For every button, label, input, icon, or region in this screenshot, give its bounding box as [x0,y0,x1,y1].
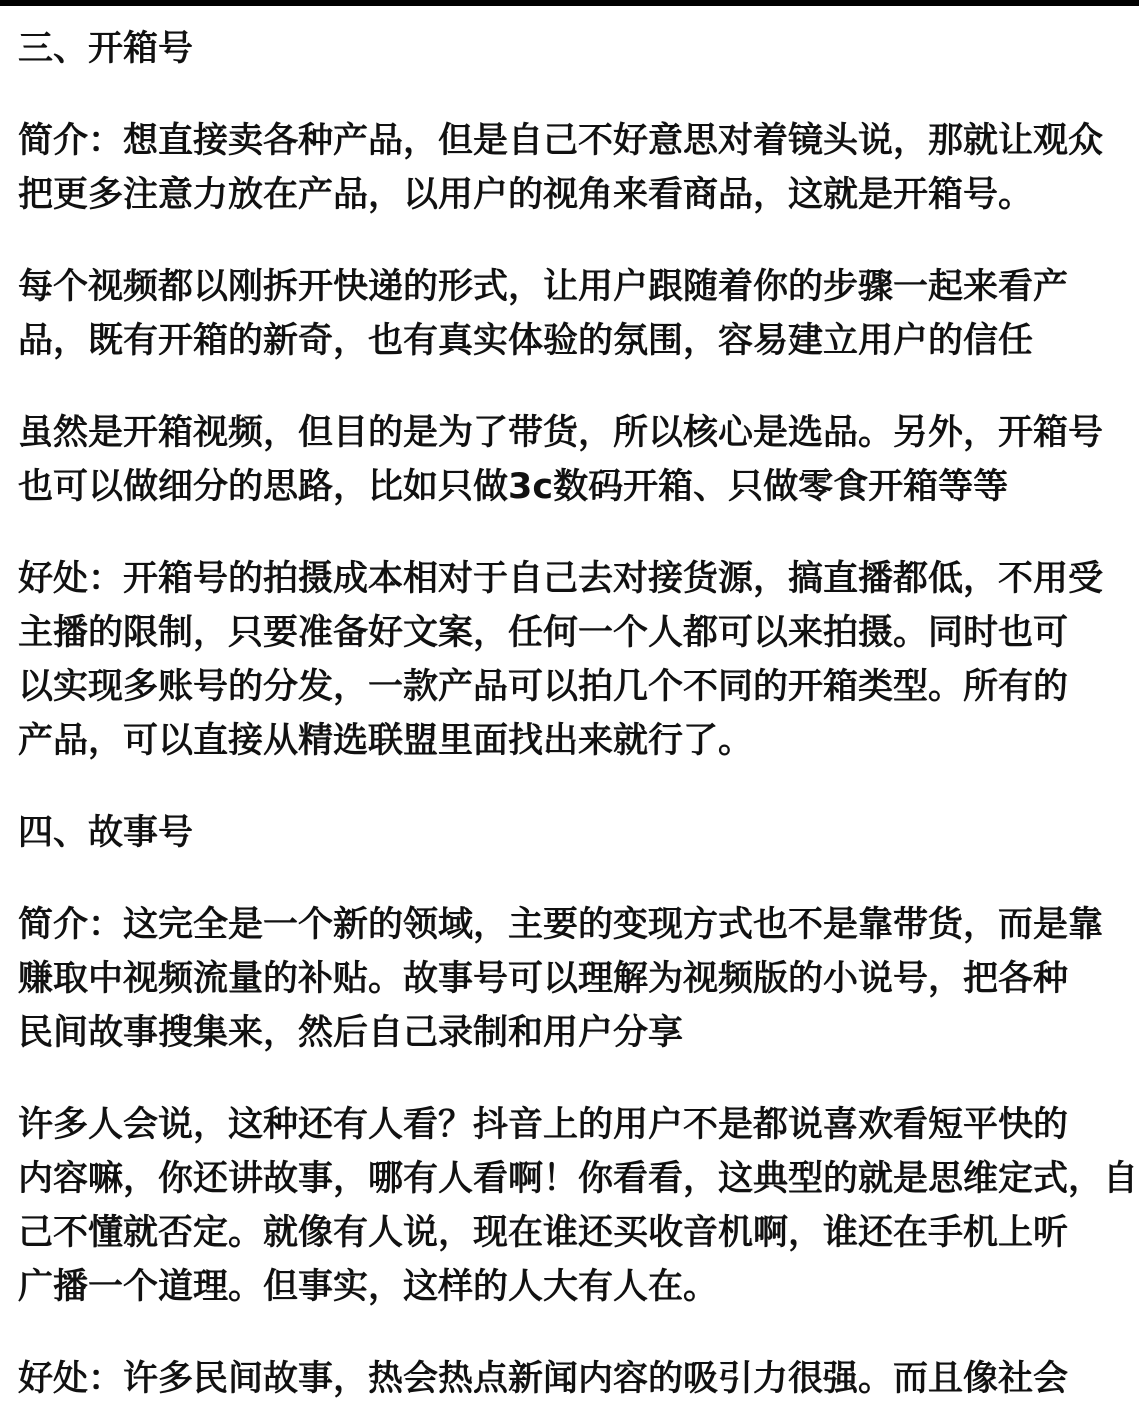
text-line: 产品，可以直接从精选联盟里面找出来就行了。 [18,721,754,761]
text-line: 简介：这完全是一个新的领域，主要的变现方式也不是靠带货，而是靠 [18,905,1104,945]
text-line: 以实现多账号的分发，一款产品可以拍几个不同的开箱类型。所有的 [18,667,1069,707]
section-4-intro [18,898,1139,1060]
text-line: 己不懂就否定。就像有人说，现在谁还买收音机啊，谁还在手机上听 [18,1213,1069,1253]
text-line: 好处：开箱号的拍摄成本相对于自己去对接货源，搞直播都低，不用受 [18,559,1104,599]
top-edge-bar [0,0,1139,6]
section-4-heading: 四、故事号 [18,813,194,853]
section-3-heading: 三、开箱号 [18,29,194,69]
text-line: 主播的限制，只要准备好文案，任何一个人都可以来拍摄。同时也可 [18,613,1069,653]
section-3-intro [18,114,1139,222]
text-line: 把更多注意力放在产品，以用户的视角来看商品，这就是开箱号。 [18,175,1034,215]
text-line: 赚取中视频流量的补贴。故事号可以理解为视频版的小说号，把各种 [18,959,1069,999]
section-3-paragraph-1 [18,260,1139,368]
section-4-paragraph-1 [18,1098,1139,1314]
text-line: 简介：想直接卖各种产品，但是自己不好意思对着镜头说，那就让观众 [18,121,1104,161]
section-3-benefits [18,552,1139,768]
text-line: 内容嘛，你还讲故事，哪有人看啊！你看看，这典型的就是思维定式，自 [18,1159,1139,1199]
document-body [18,22,1139,1406]
text-line: 每个视频都以刚拆开快递的形式，让用户跟随着你的步骤一起来看产 [18,267,1069,307]
section-3-paragraph-2 [18,406,1139,514]
text-line: 好处：许多民间故事，热会热点新闻内容的吸引力很强。而且像社会 [18,1359,1069,1399]
text-line: 广播一个道理。但事实，这样的人大有人在。 [18,1267,719,1307]
text-line: 虽然是开箱视频，但目的是为了带货，所以核心是选品。另外，开箱号 [18,413,1104,453]
text-line: 许多人会说，这种还有人看？抖音上的用户不是都说喜欢看短平快的 [18,1105,1069,1145]
text-line: 民间故事搜集来，然后自己录制和用户分享 [18,1013,684,1053]
section-4-benefits [18,1352,1139,1406]
text-line: 也可以做细分的思路，比如只做3c数码开箱、只做零食开箱等等 [18,467,1009,507]
text-line: 品，既有开箱的新奇，也有真实体验的氛围，容易建立用户的信任 [18,321,1034,361]
